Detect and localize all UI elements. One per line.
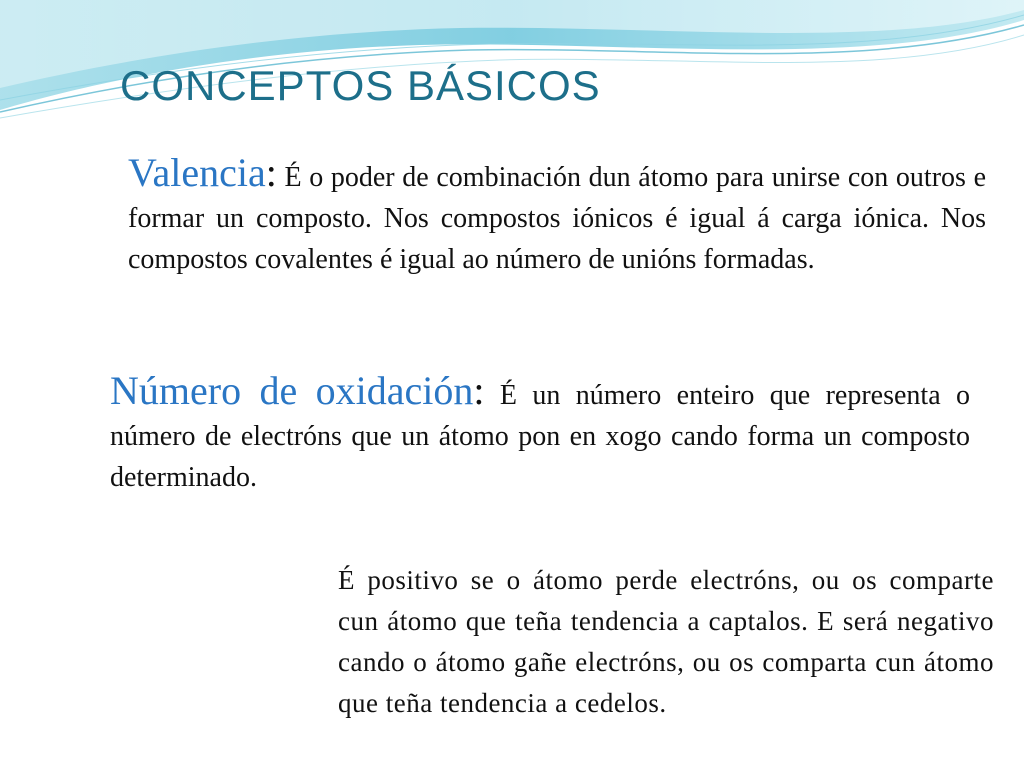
sign-explanation-paragraph: É positivo se o átomo perde electróns, ou os comparte cun átomo que teña tendencia a captalos. E será negativo cando o átomo gañe electróns, ou os comparta cun átomo que teña tendencia a cedelos.: [338, 565, 994, 718]
valencia-paragraph: [128, 152, 986, 280]
valencia-term: Valencia: [128, 150, 266, 195]
oxidation-number-colon: :: [473, 368, 485, 413]
oxidation-number-paragraph: [110, 370, 970, 498]
valencia-definition: É o poder de combinación dun átomo para unirse con outros e formar un composto. Nos compostos iónicos é igual á carga iónica. Nos compostos covalentes é igual ao número de unións formadas.: [128, 162, 986, 275]
valencia-colon: :: [265, 150, 277, 195]
oxidation-number-definition: É un número enteiro que representa o número de electróns que un átomo pon en xogo cando forma un composto determinado.: [110, 380, 971, 493]
slide-title: CONCEPTOS BÁSICOS: [120, 62, 601, 109]
oxidation-number-term: Número de oxidación: [110, 368, 474, 413]
